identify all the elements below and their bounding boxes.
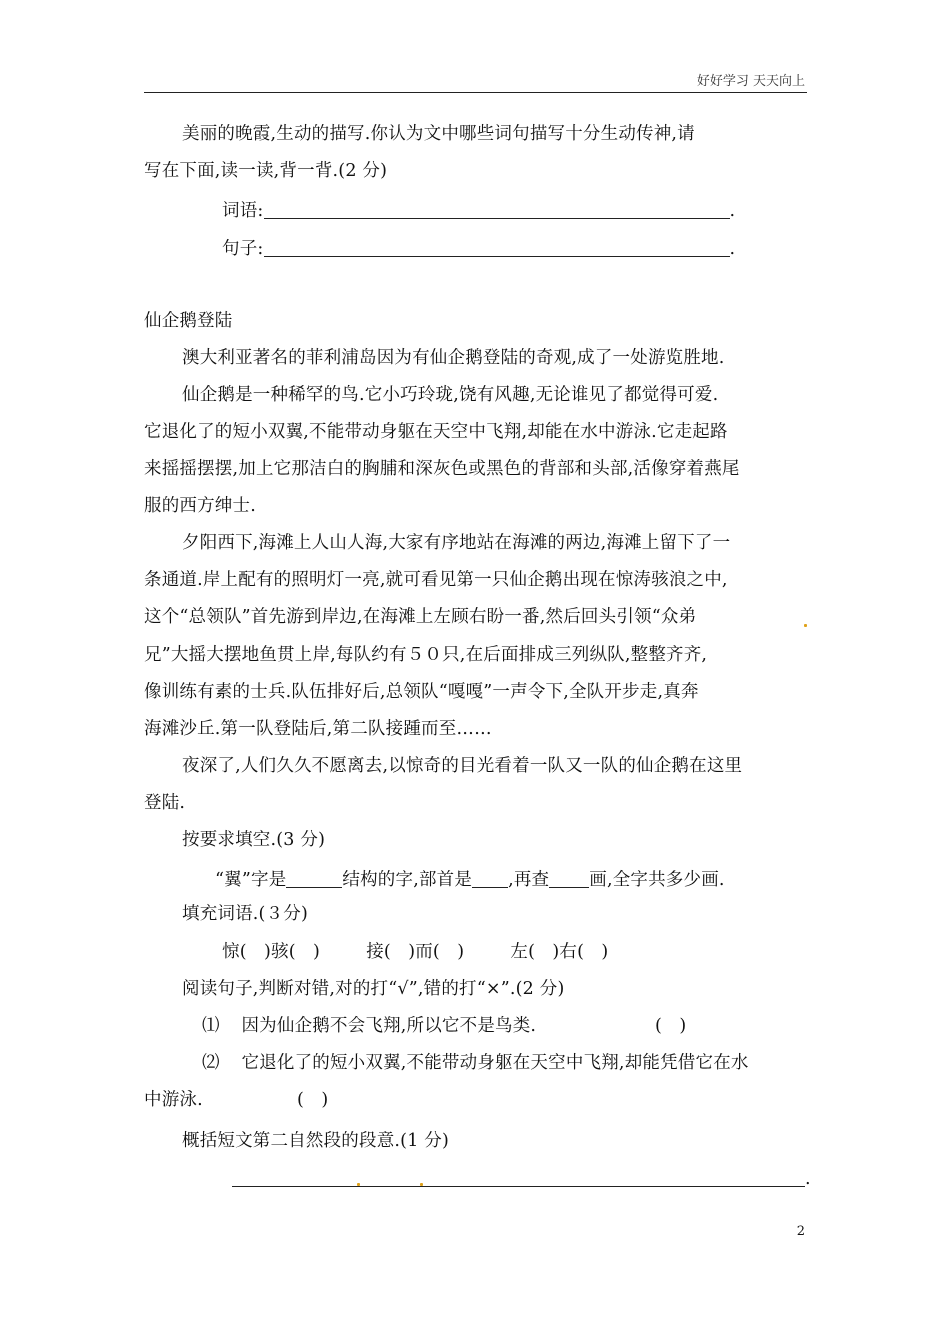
question-intro-line1: 美丽的晚霞,生动的描写.你认为文中哪些词句描写十分生动传神,请 bbox=[182, 124, 695, 144]
article-line: 这个“总领队”首先游到岸边,在海滩上左顾右盼一番,然后回头引领“众弟 bbox=[144, 607, 697, 627]
article-line: 像训练有素的士兵.队伍排好后,总领队“嘎嘎”一声令下,全队开步走,真奔 bbox=[144, 682, 699, 702]
radical-blank[interactable] bbox=[472, 869, 508, 888]
end-mark: . bbox=[805, 1169, 811, 1189]
question-3-item-1 bbox=[202, 1018, 536, 1036]
end-mark: . bbox=[729, 201, 736, 221]
article-line: 澳大利亚著名的菲利浦岛因为有仙企鹅登陆的奇观,成了一处游览胜地. bbox=[182, 348, 725, 368]
article-line: 仙企鹅是一种稀罕的鸟.它小巧玲珑,饶有风趣,无论谁见了都觉得可爱. bbox=[182, 385, 719, 405]
item-text: 因为仙企鹅不会飞翔,所以它不是鸟类. bbox=[241, 1016, 537, 1036]
article-line: 夜深了,人们久久不愿离去,以惊奇的目光看着一队又一队的仙企鹅在这里 bbox=[182, 756, 743, 776]
question-intro-line2: 写在下面,读一读,背一背.(2 分) bbox=[144, 161, 388, 181]
q1-part-b: 结构的字,部首是 bbox=[342, 870, 473, 890]
q1-part-a: “翼”字是 bbox=[215, 870, 287, 890]
article-line: 来摇摇摆摆,加上它那洁白的胸脯和深灰色或黑色的背部和头部,活像穿着燕尾 bbox=[144, 459, 740, 479]
question-1-title: 按要求填空.(3 分) bbox=[182, 830, 326, 850]
page-header: 好好学习 天天向上 bbox=[696, 74, 805, 89]
accent-dot bbox=[357, 1183, 360, 1186]
question-2-items: 惊( )骇( ) 接( )而( ) 左( )右( ) bbox=[222, 942, 609, 962]
end-mark: . bbox=[729, 239, 736, 259]
item-text: 它退化了的短小双翼,不能带动身躯在天空中飞翔,却能凭借它在水 bbox=[241, 1053, 749, 1073]
question-1-fill-row bbox=[215, 869, 725, 890]
structure-blank[interactable] bbox=[286, 869, 342, 888]
question-3-item-2-cont: 中游泳. bbox=[144, 1090, 203, 1110]
article-line: 登陆. bbox=[144, 793, 186, 813]
article-line: 夕阳西下,海滩上人山人海,大家有序地站在海滩的两边,海滩上留下了一 bbox=[182, 533, 731, 553]
question-4-title: 概括短文第二自然段的段意.(1 分) bbox=[182, 1131, 450, 1151]
words-label: 词语: bbox=[222, 201, 264, 221]
question-3-item-2 bbox=[202, 1055, 749, 1073]
header-divider bbox=[144, 92, 807, 93]
q1-part-c: ,再查 bbox=[508, 870, 550, 890]
article-line: 条通道.岸上配有的照明灯一亮,就可看见第一只仙企鹅出现在惊涛骇浪之中, bbox=[144, 570, 728, 590]
summary-answer-row bbox=[232, 1168, 811, 1189]
sentence-blank[interactable] bbox=[264, 238, 730, 257]
accent-dot bbox=[420, 1183, 423, 1186]
strokes-blank[interactable] bbox=[549, 869, 589, 888]
accent-dot bbox=[804, 624, 807, 627]
item-number: ⑵ bbox=[202, 1053, 220, 1073]
q1-part-d: 画,全字共多少画. bbox=[589, 870, 725, 890]
answer-paren[interactable]: ( ) bbox=[655, 1016, 687, 1036]
answer-paren[interactable]: ( ) bbox=[297, 1090, 329, 1110]
article-title: 仙企鹅登陆 bbox=[144, 311, 233, 331]
article-line: 海滩沙丘.第一队登陆后,第二队接踵而至…… bbox=[144, 719, 492, 739]
article-line: 服的西方绅士. bbox=[144, 496, 256, 516]
article-line: 兄”大摇大摆地鱼贯上岸,每队约有５０只,在后面排成三列纵队,整整齐齐, bbox=[144, 645, 708, 665]
sentence-answer-row bbox=[222, 238, 735, 259]
words-answer-row bbox=[222, 200, 735, 221]
article-line: 它退化了的短小双翼,不能带动身躯在天空中飞翔,却能在水中游泳.它走起路 bbox=[144, 422, 728, 442]
item-number: ⑴ bbox=[202, 1016, 220, 1036]
sentence-label: 句子: bbox=[222, 239, 264, 259]
page-number: 2 bbox=[796, 1224, 805, 1239]
words-blank[interactable] bbox=[264, 200, 730, 219]
summary-blank[interactable] bbox=[232, 1168, 805, 1187]
question-3-title: 阅读句子,判断对错,对的打“√”,错的打“×”.(2 分) bbox=[182, 979, 565, 999]
question-2-title: 填充词语.(３分) bbox=[182, 904, 309, 924]
